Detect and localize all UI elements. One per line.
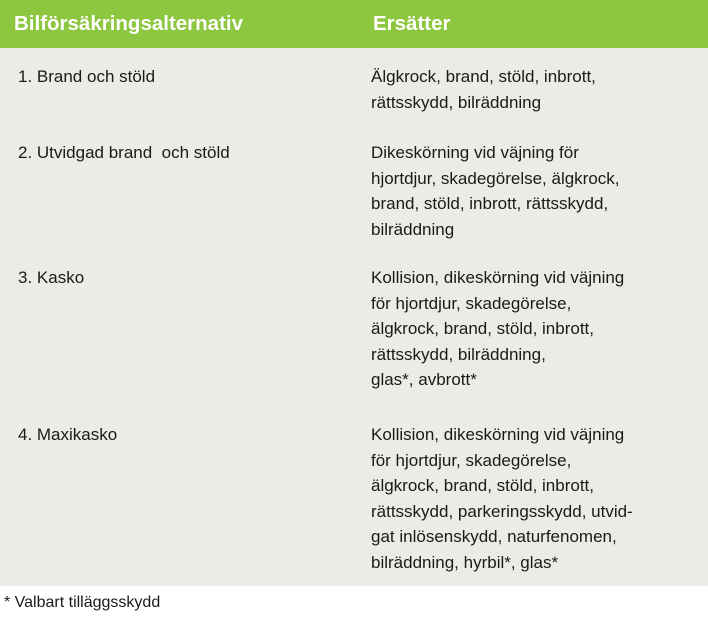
covers-line: älgkrock, brand, stöld, inbrott,: [371, 319, 595, 339]
header-option-label: Bilförsäkringsalternativ: [14, 12, 243, 35]
table-header: [0, 0, 708, 48]
covers-line: rättsskydd, parkeringsskydd, utvid-: [371, 501, 633, 521]
covers-line: gat inlösenskydd, naturfenomen,: [371, 527, 617, 547]
row-option-name: 3. Kasko: [18, 268, 85, 287]
covers-line: för hjortdjur, skadegörelse,: [371, 450, 572, 470]
header-covers-label: Ersätter: [373, 12, 451, 35]
covers-line: Dikeskörning vid väjning för: [371, 143, 579, 162]
covers-line: bilräddning: [371, 219, 455, 239]
covers-line: glas*, avbrott*: [371, 370, 477, 390]
covers-line: Kollision, dikeskörning vid väjning: [371, 425, 625, 444]
covers-line: hjortdjur, skadegörelse, älgkrock,: [371, 168, 620, 188]
row-option-name: 1. Brand och stöld: [18, 67, 156, 86]
footnote: * Valbart tilläggsskydd: [4, 594, 161, 611]
covers-line: Kollision, dikeskörning vid väjning: [371, 268, 625, 287]
covers-line: brand, stöld, inbrott, rättsskydd,: [371, 194, 609, 214]
covers-line: rättsskydd, bilräddning,: [371, 344, 546, 364]
covers-line: älgkrock, brand, stöld, inbrott,: [371, 476, 595, 496]
row-option-name: 4. Maxikasko: [18, 425, 118, 444]
row-option-name: 2. Utvidgad brand och stöld: [18, 143, 230, 162]
covers-line: bilräddning, hyrbil*, glas*: [371, 552, 559, 572]
row-covers: [371, 140, 693, 242]
row-covers: [371, 265, 693, 393]
covers-line: för hjortdjur, skadegörelse,: [371, 293, 572, 313]
row-covers: [371, 64, 693, 115]
row-covers: [371, 422, 693, 576]
covers-line: Älgkrock, brand, stöld, inbrott,: [371, 67, 596, 86]
covers-line: rättsskydd, bilräddning: [371, 92, 542, 112]
